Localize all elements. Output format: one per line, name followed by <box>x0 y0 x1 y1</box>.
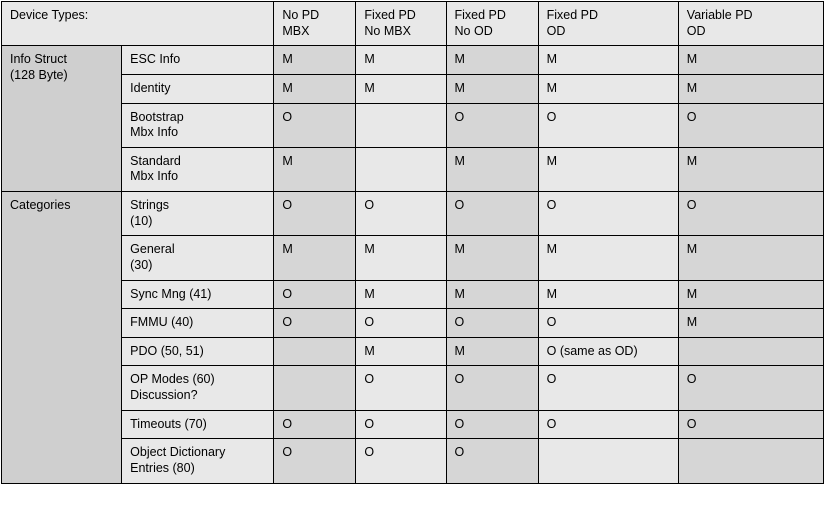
cell-strings-2: O <box>446 192 538 236</box>
cell-identity-3: M <box>538 74 678 103</box>
row-label-op-modes <box>122 366 274 410</box>
column-header-2-line1: Fixed PD <box>454 8 506 22</box>
column-header-4-line2: OD <box>686 23 706 38</box>
column-header-1-line2: No MBX <box>364 23 411 38</box>
column-header-4-line1: Variable PD <box>686 8 753 22</box>
cell-general-0: M <box>274 236 356 280</box>
cell-bootstrap-1 <box>356 103 446 147</box>
row-label-strings-line1: Strings <box>130 198 170 212</box>
cell-pdo-1: M <box>356 337 446 366</box>
row-label-object-dictionary-entries-line1: Object Dictionary <box>130 445 226 460</box>
cell-strings-0: O <box>274 192 356 236</box>
row-label-bootstrap-mbx-info <box>122 103 274 147</box>
row-label-standard-mbx-info <box>122 147 274 191</box>
cell-standard-2: M <box>446 147 538 191</box>
cell-bootstrap-4: O <box>678 103 823 147</box>
row-label-timeouts <box>122 410 274 439</box>
row-label-pdo-line1: PDO (50, 51) <box>130 343 204 358</box>
cell-general-1: M <box>356 236 446 280</box>
cell-pdo-3: O (same as OD) <box>538 337 678 366</box>
row-label-strings-line2: (10) <box>130 213 153 228</box>
table-row <box>2 439 824 483</box>
cell-op-modes-0 <box>274 366 356 410</box>
table-row <box>2 280 824 309</box>
row-label-object-dictionary-entries <box>122 439 274 483</box>
row-label-bootstrap-mbx-info-line2: Mbx Info <box>130 125 179 140</box>
cell-standard-4: M <box>678 147 823 191</box>
cell-esc-info-4: M <box>678 46 823 75</box>
group-label-info-struct <box>2 46 122 192</box>
row-label-identity-line1: Identity <box>130 80 171 95</box>
device-types-table <box>1 1 824 484</box>
cell-standard-1 <box>356 147 446 191</box>
cell-identity-2: M <box>446 74 538 103</box>
cell-esc-info-0: M <box>274 46 356 75</box>
cell-general-3: M <box>538 236 678 280</box>
table-row <box>2 74 824 103</box>
cell-general-4: M <box>678 236 823 280</box>
cell-esc-info-1: M <box>356 46 446 75</box>
table-row <box>2 366 824 410</box>
row-label-standard-mbx-info-line2: Mbx Info <box>130 169 179 184</box>
cell-identity-4: M <box>678 74 823 103</box>
table-row <box>2 236 824 280</box>
cell-bootstrap-2: O <box>446 103 538 147</box>
column-header-4 <box>678 2 823 46</box>
cell-fmmu-3: O <box>538 309 678 338</box>
cell-bootstrap-0: O <box>274 103 356 147</box>
cell-fmmu-0: O <box>274 309 356 338</box>
table-row <box>2 103 824 147</box>
cell-pdo-4 <box>678 337 823 366</box>
table-row <box>2 337 824 366</box>
column-header-1 <box>356 2 446 46</box>
row-label-general-line1: General <box>130 242 175 257</box>
table-row <box>2 147 824 191</box>
row-label-sync-mng <box>122 280 274 309</box>
cell-object-dictionary-3 <box>538 439 678 483</box>
row-label-sync-mng-line1: Sync Mng (41) <box>130 286 212 301</box>
cell-sync-mng-3: M <box>538 280 678 309</box>
column-header-0 <box>274 2 356 46</box>
cell-identity-0: M <box>274 74 356 103</box>
group-label-categories-line1: Categories <box>10 198 71 212</box>
cell-object-dictionary-1: O <box>356 439 446 483</box>
cell-op-modes-3: O <box>538 366 678 410</box>
column-header-3-line1: Fixed PD <box>546 8 599 22</box>
group-label-categories <box>2 192 122 484</box>
row-label-general <box>122 236 274 280</box>
cell-timeouts-3: O <box>538 410 678 439</box>
row-label-esc-info-line1: ESC Info <box>130 52 181 67</box>
column-header-1-line1: Fixed PD <box>364 8 416 22</box>
cell-pdo-2: M <box>446 337 538 366</box>
cell-sync-mng-2: M <box>446 280 538 309</box>
cell-op-modes-4: O <box>678 366 823 410</box>
cell-sync-mng-1: M <box>356 280 446 309</box>
cell-sync-mng-0: O <box>274 280 356 309</box>
row-label-fmmu-line1: FMMU (40) <box>130 315 194 330</box>
column-header-2 <box>446 2 538 46</box>
column-header-3-line2: OD <box>546 23 566 38</box>
table-row <box>2 192 824 236</box>
cell-fmmu-1: O <box>356 309 446 338</box>
cell-sync-mng-4: M <box>678 280 823 309</box>
cell-fmmu-2: O <box>446 309 538 338</box>
cell-standard-0: M <box>274 147 356 191</box>
cell-object-dictionary-0: O <box>274 439 356 483</box>
cell-op-modes-1: O <box>356 366 446 410</box>
cell-timeouts-2: O <box>446 410 538 439</box>
row-label-bootstrap-mbx-info-line1: Bootstrap <box>130 109 184 124</box>
column-header-0-line1: No PD <box>282 8 320 22</box>
row-label-general-line2: (30) <box>130 257 153 272</box>
table-row <box>2 46 824 75</box>
row-label-esc-info <box>122 46 274 75</box>
cell-timeouts-4: O <box>678 410 823 439</box>
table-header-row <box>2 2 824 46</box>
cell-timeouts-1: O <box>356 410 446 439</box>
row-label-op-modes-line2: Discussion? <box>130 388 198 402</box>
row-label-standard-mbx-info-line1: Standard <box>130 153 181 168</box>
table-row <box>2 410 824 439</box>
cell-esc-info-3: M <box>538 46 678 75</box>
cell-pdo-0 <box>274 337 356 366</box>
group-label-info-struct-line1: Info Struct <box>10 52 67 67</box>
row-label-identity <box>122 74 274 103</box>
cell-identity-1: M <box>356 74 446 103</box>
cell-op-modes-2: O <box>446 366 538 410</box>
group-label-info-struct-line2: (128 Byte) <box>10 67 68 82</box>
cell-object-dictionary-2: O <box>446 439 538 483</box>
table-row <box>2 309 824 338</box>
cell-general-2: M <box>446 236 538 280</box>
row-label-timeouts-line1: Timeouts (70) <box>130 416 207 431</box>
row-label-pdo <box>122 337 274 366</box>
row-label-object-dictionary-entries-line2: Entries (80) <box>130 460 195 475</box>
cell-strings-3: O <box>538 192 678 236</box>
cell-bootstrap-3: O <box>538 103 678 147</box>
column-header-0-line2: MBX <box>282 23 310 38</box>
cell-strings-1: O <box>356 192 446 236</box>
row-label-fmmu <box>122 309 274 338</box>
row-label-strings <box>122 192 274 236</box>
corner-header-label: Device Types: <box>2 2 274 46</box>
row-label-op-modes-line1: OP Modes (60) <box>130 372 215 387</box>
column-header-2-line2: No OD <box>454 23 493 38</box>
cell-standard-3: M <box>538 147 678 191</box>
cell-esc-info-2: M <box>446 46 538 75</box>
cell-strings-4: O <box>678 192 823 236</box>
cell-timeouts-0: O <box>274 410 356 439</box>
cell-fmmu-4: M <box>678 309 823 338</box>
column-header-3 <box>538 2 678 46</box>
cell-object-dictionary-4 <box>678 439 823 483</box>
